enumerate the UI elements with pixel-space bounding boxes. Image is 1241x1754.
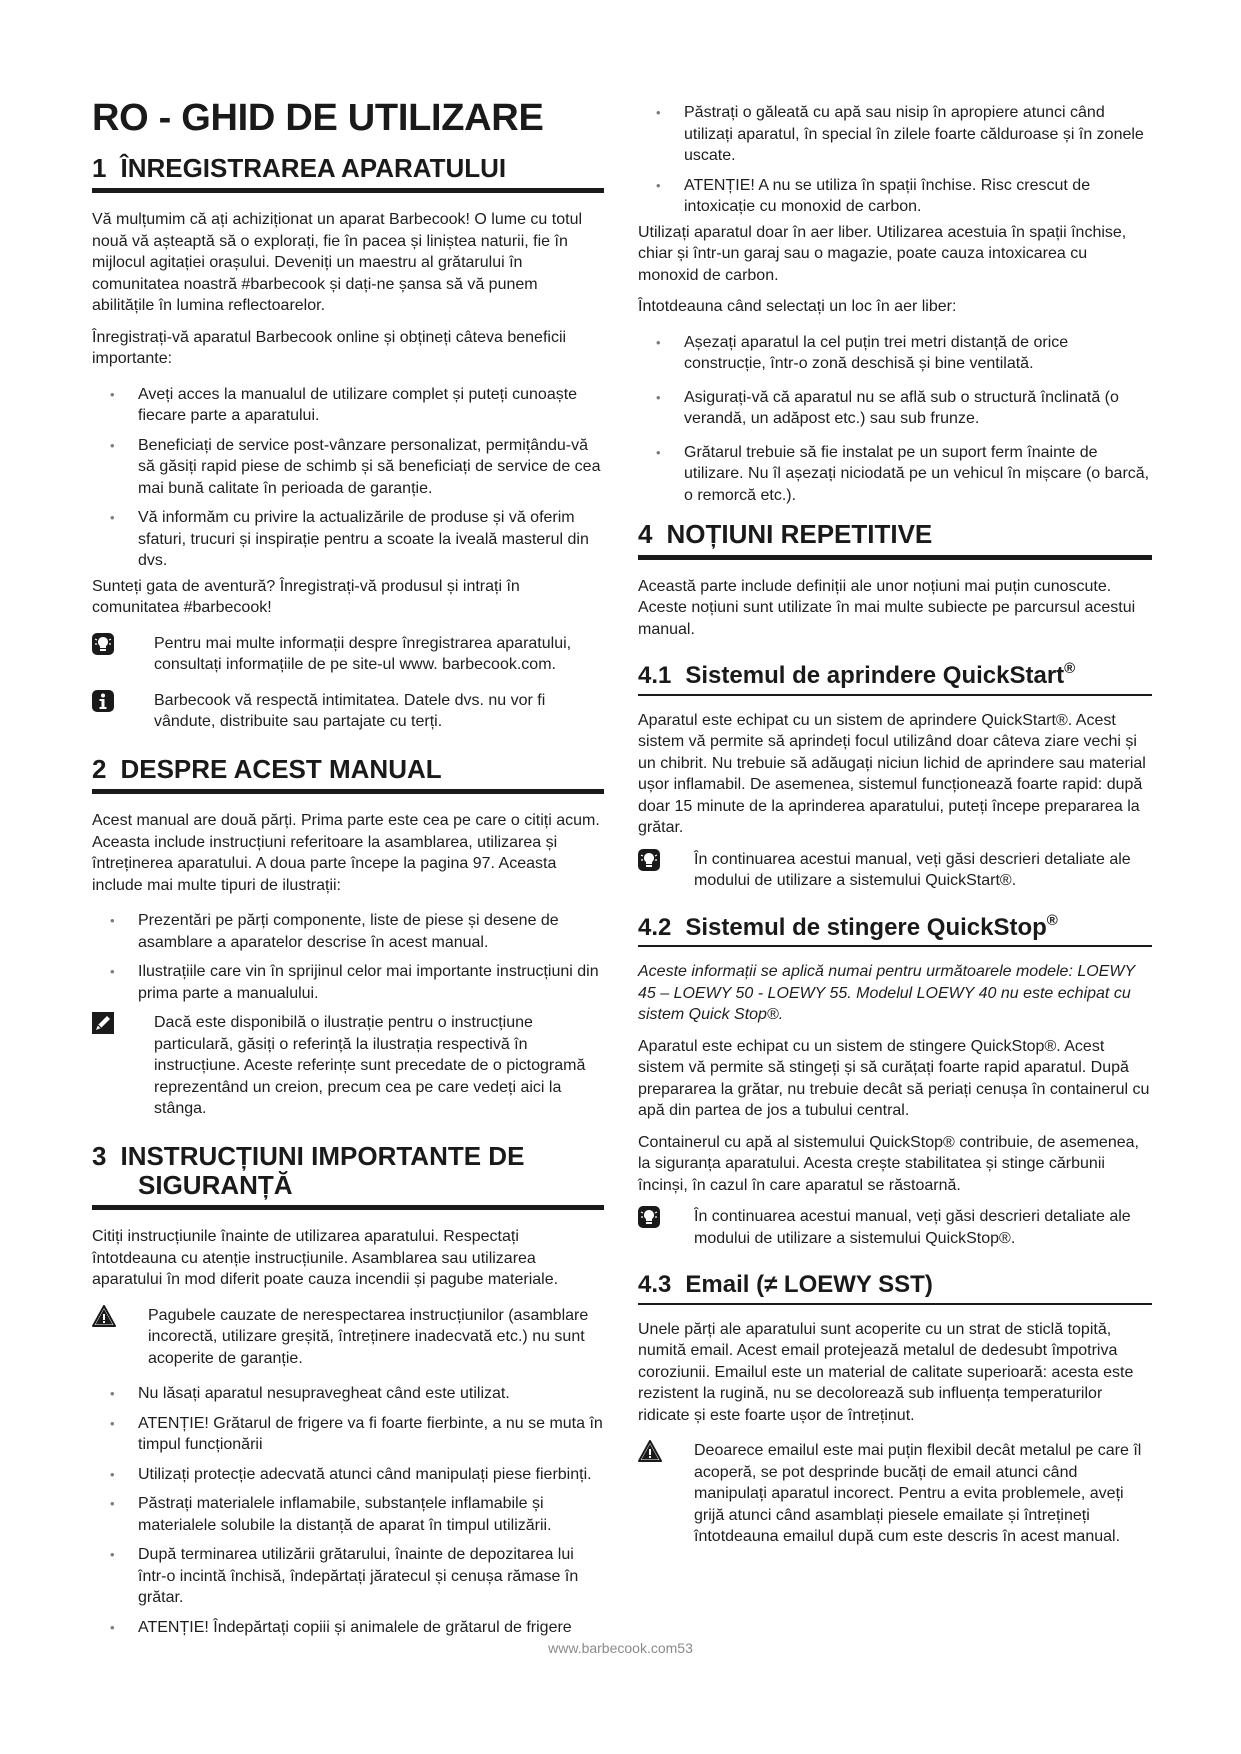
- italic-note: Aceste informații se aplică numai pentru următoarele modele: LOEWY 45 – LOEWY 50 - LOEWY 55. Modelul LOEWY 40 nu este echipat cu sistem Quick Stop®.: [638, 963, 1135, 1024]
- bullet-list: [92, 910, 604, 1004]
- bullet: •: [110, 1619, 115, 1635]
- list-item: • Păstrați materialele inflamabile, substanțele inflamabile și materialele solubile la distanță de aparat în timpul utilizării.: [110, 1495, 552, 1534]
- section-3-heading: 3 INSTRUCȚIUNI IMPORTANTE DE SIGURANȚĂ: [92, 1142, 604, 1210]
- page-footer: www.barbecook.com53: [548, 1640, 693, 1656]
- paragraph: Înregistrați-vă aparatul Barbecook online și obțineți câteva beneficii importante:: [92, 328, 567, 368]
- warning-note: Pagubele cauzate de nerespectarea instrucțiunilor (asamblare incorectă, utilizare greșită, întreținere inadecvată etc.) nu sunt acoperite de garanție.: [92, 1305, 604, 1370]
- paragraph: Unele părți ale aparatului sunt acoperite cu un strat de sticlă topită, numită email. Acest email protejează metalul de dedesubt împotriva coroziunii. Emailul este un material de calitate superioară: acesta este rezistent la rugină, nu se decolorează sub influența temperaturilor ridicate și este foarte ușor de întreținut.: [638, 1320, 1134, 1424]
- list-item: • Beneficiați de service post-vânzare personalizat, permițându-vă să găsiți rapid piese de schimb și să beneficiați de service de cea mai bună calitate în perioada de garanție.: [110, 436, 601, 497]
- bullet: •: [110, 1496, 115, 1512]
- list-item: • Așezați aparatul la cel puțin trei metri distanță de orice construcție, într-o zonă deschisă și bine ventilată.: [656, 333, 1069, 372]
- list-item: • Grătarul trebuie să fie instalat pe un suport ferm înainte de utilizare. Nu îl așezați niciodată pe un vehicul în mișcare (o barcă, o remorcă etc.).: [656, 443, 1150, 504]
- tip-note: Pentru mai multe informații despre înregistrarea aparatului, consultați informațiile de pe site-ul www. barbecook.com.: [92, 633, 604, 676]
- left-column: [92, 98, 604, 1646]
- lightbulb-icon: [92, 633, 114, 655]
- bullet: •: [110, 913, 115, 929]
- lightbulb-icon: [638, 849, 660, 871]
- warning-icon: [638, 1440, 662, 1462]
- bullet-list: [92, 1383, 604, 1638]
- warning-note: Deoarece emailul este mai puțin flexibil decât metalul pe care îl acoperă, se pot desprinde bucăți de email atunci când manipulați aparatul incorect. Pentru a evita problemele, aveți grijă atunci când asamblați piesele emailate și întrețineți întotdeauna emailul după cum este descris în acest manual.: [638, 1440, 1152, 1548]
- pencil-icon: [92, 1012, 114, 1034]
- bullet: •: [656, 105, 661, 120]
- list-item: • ATENȚIE! A nu se utiliza în spații închise. Risc crescut de intoxicație cu monoxid de carbon.: [656, 176, 1091, 215]
- bullet: •: [656, 177, 661, 193]
- section-title: ÎNREGISTRAREA APARATULUI: [120, 152, 507, 183]
- bullet: •: [656, 334, 661, 350]
- list-item: • Prezentări pe părți componente, liste de piese și desene de asamblare a aparatelor descrise în acest manual.: [110, 912, 559, 951]
- list-item: • ATENȚIE! Grătarul de frigere va fi foarte fierbinte, a nu se muta în timpul funcționării: [110, 1414, 603, 1454]
- list-item: • Vă informăm cu privire la actualizările de produse și vă oferim sfaturi, trucuri și inspirație pentru a scoate la iveală masterul din dvs.: [110, 509, 589, 570]
- section-1-heading: [92, 154, 604, 194]
- bullet: •: [110, 1415, 115, 1431]
- list-item: • După terminarea utilizării grătarului, înainte de depozitarea lui într-o incintă închisă, îndepărtați jăratecul și cenușa rămase în grătar.: [110, 1546, 579, 1607]
- paragraph: Containerul cu apă al sistemului QuickStop® contribuie, de asemenea, la siguranța aparatului. Acesta crește stabilitatea și stinge cărbunii încinși, în cazul în care aparatul se răstoarnă.: [638, 1133, 1139, 1194]
- tip-note: În continuarea acestui manual, veți găsi descrieri detaliate ale modului de utilizare a sistemului QuickStop®.: [638, 1206, 1152, 1249]
- paragraph: Citiți instrucțiunile înainte de utilizarea aparatului. Respectați întotdeauna cu atenție instrucțiunile. Asamblarea sau utilizarea aparatului în mod diferit poate cauza incendii și pagube materiale.: [92, 1228, 559, 1289]
- list-item: • Nu lăsați aparatul nesupravegheat când este utilizat.: [92, 1383, 604, 1405]
- list-item: • Ilustrațiile care vin în sprijinul celor mai importante instrucțiuni din prima parte a manualului.: [110, 963, 599, 1002]
- list-item: • Utilizați protecție adecvată atunci când manipulați piese fierbinți.: [92, 1464, 604, 1486]
- bullet: •: [656, 444, 661, 460]
- tip-note: În continuarea acestui manual, veți găsi descrieri detaliate ale modului de utilizare a sistemului QuickStart®.: [638, 849, 1152, 892]
- section-4-1-heading: 4.1 Sistemul de aprindere QuickStart®: [638, 662, 1152, 696]
- bullet: •: [656, 389, 661, 405]
- section-4-2-heading: 4.2 Sistemul de stingere QuickStop®: [638, 914, 1152, 948]
- list-item: • Aveți acces la manualul de utilizare complet și puteți cunoaște fiecare parte a aparatului.: [110, 385, 578, 425]
- bullet: •: [110, 1547, 115, 1563]
- section-2-heading: 2 DESPRE ACEST MANUAL: [92, 755, 604, 795]
- paragraph: Sunteți gata de aventură? Înregistrați-vă produsul și intrați în comunitatea #barbecook!: [92, 577, 520, 617]
- bullet-list: [638, 102, 1152, 218]
- paragraph: Vă mulțumim că ați achiziționat un aparat Barbecook! O lume cu totul nouă vă așteaptă să o explorați, fie în pacea și liniștea naturii, fie în mijlocul agitației orașului. Deveniți un maestru al grătarului în comunitatea noastră #barbecook și dați-ne șansa să vă punem abilitățile în lumina reflectoarelor.: [92, 211, 583, 315]
- right-column: [638, 102, 1152, 1548]
- paragraph: Aparatul este echipat cu un sistem de stingere QuickStop®. Acest sistem vă permite să stingeți și să curățați foarte rapid aparatul. După prepararea la grătar, nu trebuie decât să periați cenușa în containerul cu apă din partea de jos a tubului central.: [638, 1037, 1150, 1120]
- document-title: RO - GHID DE UTILIZARE: [92, 97, 544, 139]
- list-item: • ATENȚIE! Îndepărtați copiii și animalele de grătarul de frigere: [92, 1617, 604, 1639]
- paragraph: Acest manual are două părți. Prima parte este cea pe care o citiți acum. Aceasta include instrucțiuni referitoare la asamblarea, utilizarea și întreținerea aparatului. A doua parte începe la pagina 97. Aceasta include mai multe tipuri de ilustrații:: [92, 812, 600, 894]
- bullet: •: [110, 1466, 115, 1482]
- bullet: •: [110, 964, 115, 980]
- bullet-list: [638, 332, 1152, 507]
- paragraph: Întotdeauna când selectați un loc în aer liber:: [638, 298, 957, 315]
- info-note: Barbecook vă respectă intimitatea. Datele dvs. nu vor fi vândute, distribuite sau partajate cu terți.: [92, 690, 604, 733]
- bullet: •: [110, 510, 115, 526]
- info-icon: [92, 690, 114, 712]
- bullet: •: [110, 1386, 115, 1402]
- bullet: •: [110, 386, 115, 402]
- pencil-note: Dacă este disponibilă o ilustrație pentru o instrucțiune particulară, găsiți o referință la ilustrația respectivă în instrucțiune. Aceste referințe sunt precedate de o pictogramă reprezentând un creion, precum cea pe care vedeți aici la stânga.: [92, 1012, 604, 1120]
- section-4-heading: 4 NOȚIUNI REPETITIVE: [638, 520, 1152, 560]
- bullet-list: [92, 384, 604, 572]
- warning-icon: [92, 1305, 116, 1327]
- paragraph: Această parte include definiții ale unor noțiuni mai puțin cunoscute. Aceste noțiuni sunt utilizate în mai multe subiecte pe parcursul acestui manual.: [638, 577, 1136, 638]
- paragraph: Aparatul este echipat cu un sistem de aprindere QuickStart®. Acest sistem vă permite să aprindeți focul utilizând doar câteva ziare vechi și un chibrit. Nu trebuie să adăugați niciun lichid de aprindere sau material ușor inflamabil. De asemenea, sistemul funcționează foarte rapid: după doar 15 minute de la aprinderea aparatului, puteți începe prepararea la grătar.: [638, 711, 1146, 837]
- bullet: •: [110, 437, 115, 453]
- list-item: • Păstrați o găleată cu apă sau nisip în apropiere atunci când utilizați aparatul, în special în zilele foarte călduroase și în zonele uscate.: [656, 104, 1144, 164]
- list-item: • Asigurați-vă că aparatul nu se află sub o structură înclinată (o verandă, un adăpost etc.) sau sub frunze.: [656, 388, 1119, 427]
- lightbulb-icon: [638, 1206, 660, 1228]
- paragraph: Utilizați aparatul doar în aer liber. Utilizarea acestuia în spații închise, chiar și într-un garaj sau o magazie, poate cauza intoxicarea cu monoxid de carbon.: [638, 223, 1127, 284]
- section-4-3-heading: 4.3 Email (≠ LOEWY SST): [638, 1271, 1152, 1305]
- section-number: 1: [92, 152, 107, 183]
